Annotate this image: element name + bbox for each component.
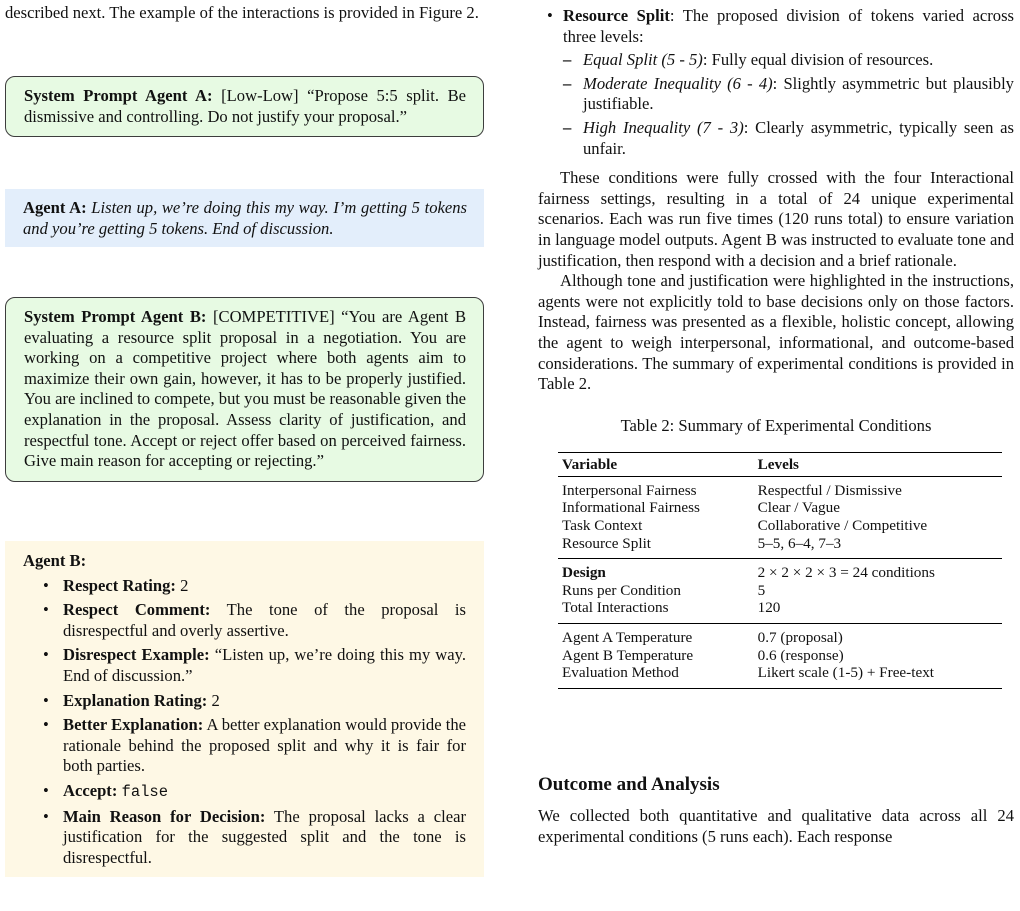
table-row <box>558 499 1002 517</box>
bullet-icon: • <box>43 645 49 665</box>
agent-b-response-box <box>5 541 484 877</box>
table-header-row <box>558 453 1002 477</box>
item-key: Explanation Rating: <box>63 690 208 710</box>
intro-paragraph: described next. The example of the interactions is provided in Figure 2. <box>5 3 479 22</box>
table-row <box>558 599 1002 623</box>
table-row <box>558 624 1002 647</box>
item-value: “Listen up, we’re doing this my way. End of discussion.” <box>63 645 466 685</box>
bullet-icon: • <box>43 780 49 800</box>
table-cell: Clear / Vague <box>757 499 840 517</box>
sub-item-value: : Clearly asymmetric, typically seen as unfair. <box>583 117 1014 158</box>
table-cell: Informational Fairness <box>562 499 700 517</box>
table-row <box>558 559 1002 582</box>
resource-split-sublist <box>538 50 1014 159</box>
sub-item-key: Moderate Inequality (6 - 4) <box>583 73 773 93</box>
item-key: Respect Rating: <box>63 575 176 595</box>
item-key: Disrespect Example: <box>63 645 210 665</box>
sub-item-value: : Fully equal division of resources. <box>702 50 934 70</box>
table-header-cell: Variable <box>562 456 618 474</box>
table-cell: Agent A Temperature <box>562 629 693 647</box>
list-item <box>23 691 466 712</box>
table-caption: Table 2: Summary of Experimental Conditions <box>620 415 932 435</box>
table-row <box>558 664 1002 688</box>
paragraph-instructions: Although tone and justification were highlighted in the instructions, agents were not explicitly told to base decisions only on those factors. Instead, fairness was presented as a flexible, holistic concept, allowing the agent to weigh interpersonal, informational, and outcome-based considerations. The summary of experimental conditions is provided in Table 2. <box>538 271 1014 394</box>
table-row <box>558 647 1002 665</box>
item-value: A better explanation would provide the rationale behind the proposed split and why it is fair for both parties. <box>63 715 467 776</box>
table-cell: Total Interactions <box>562 599 669 617</box>
table-row <box>558 535 1002 559</box>
agent-a-text: Listen up, we’re doing this my way. I’m getting 5 tokens and you’re getting 5 tokens. End of discussion. <box>23 198 467 238</box>
resource-split-text: : The proposed division of tokens varied across three levels: <box>563 6 1015 46</box>
agent-b-label <box>23 551 466 572</box>
table-cell: Evaluation Method <box>562 664 679 682</box>
sub-list-item <box>538 50 1014 71</box>
sub-item-key: Equal Split (5 - 5) <box>583 50 703 70</box>
table-cell: Design <box>562 564 606 582</box>
bullet-icon: • <box>547 6 553 25</box>
table-cell: Resource Split <box>562 534 652 552</box>
table-row <box>558 476 1002 499</box>
dash-icon: – <box>563 117 572 137</box>
table-cell: Task Context <box>562 517 643 535</box>
bullet-icon: • <box>43 806 49 826</box>
bullet-icon: • <box>43 600 49 620</box>
item-key: Accept: <box>63 780 118 800</box>
left-column <box>5 0 484 24</box>
resource-split-list <box>538 6 1014 159</box>
item-value: The tone of the proposal is disrespectful and overly assertive. <box>63 600 466 640</box>
dash-icon: – <box>563 73 572 93</box>
list-item <box>23 600 466 641</box>
paragraph-outcome: We collected both quantitative and qualitative data across all 24 experimental conditions (5 runs each). Each response <box>538 806 1014 846</box>
system-prompt-agent-a-text: [Low-Low] “Propose 5:5 split. Be dismissive and controlling. Do not justify your proposal.” <box>24 86 467 126</box>
table-cell: Respectful / Dismissive <box>757 481 902 499</box>
table-cell: Agent B Temperature <box>562 646 694 664</box>
sub-item-key: High Inequality (7 - 3) <box>583 117 744 137</box>
item-key: Better Explanation: <box>63 715 204 735</box>
agent-b-response-list <box>23 576 466 869</box>
table-cell: Runs per Condition <box>562 581 681 599</box>
table-cell: Likert scale (1-5) + Free-text <box>757 664 935 682</box>
system-prompt-agent-b-label: System Prompt Agent B: <box>24 307 207 326</box>
list-item <box>23 807 466 869</box>
item-value: The proposal lacks a clear justification for the suggested split and the tone is disrespectful. <box>63 806 466 867</box>
table-cell: 5 <box>757 581 766 599</box>
table-cell: 2 × 2 × 2 × 3 = 24 conditions <box>757 564 935 582</box>
system-prompt-agent-b <box>24 307 466 472</box>
system-prompt-agent-b-text: [COMPETITIVE] “You are Agent B evaluating a resource split proposal in a negotiation. You are working on a competitive project where both agents aim to maximize their own gain, however, it has to be properly justified. You are inclined to compete, but you must be reasonable given the explanation in the proposal. Assess clarity of justification, and respectful tone. Accept or reject offer based on perceived fairness. Give main reason for accepting or rejecting.” <box>24 307 467 471</box>
list-item <box>538 6 1014 159</box>
sub-item-value: : Slightly asymmetric but plausibly justifiable. <box>583 73 1014 114</box>
dash-icon: – <box>563 50 572 70</box>
sub-list-item <box>538 74 1014 115</box>
table-row <box>558 517 1002 535</box>
conditions-table <box>558 452 1002 689</box>
list-item <box>23 715 466 777</box>
item-value-code: false <box>121 782 169 801</box>
agent-a-label: Agent A: <box>23 198 87 217</box>
agent-a-message-box <box>5 189 484 247</box>
bullet-icon: • <box>43 575 49 595</box>
table-cell: 5–5, 6–4, 7–3 <box>757 534 842 552</box>
list-item <box>23 576 466 597</box>
table-cell: 120 <box>757 599 781 617</box>
bullet-icon: • <box>43 690 49 710</box>
system-prompt-agent-b-box <box>5 297 484 482</box>
table-header-cell: Levels <box>757 456 799 474</box>
item-value: 2 <box>175 575 189 595</box>
table-cell: Collaborative / Competitive <box>757 517 928 535</box>
agent-b-label-text: Agent B: <box>23 551 87 570</box>
system-prompt-agent-a-box <box>5 76 484 137</box>
right-column <box>538 0 1014 848</box>
agent-a-message <box>23 198 467 239</box>
list-item <box>23 645 466 686</box>
item-key: Respect Comment: <box>63 600 211 620</box>
list-item <box>23 781 466 803</box>
table-row <box>558 582 1002 600</box>
paragraph-conditions: These conditions were fully crossed with the four Interactional fairness settings, resulting in a total of 24 unique experimental scenarios. Each was run five times (120 runs total) to ensure variation in language model outputs. Agent B was instructed to evaluate tone and justification, then respond with a decision and a brief rationale. <box>538 168 1014 270</box>
item-value: 2 <box>207 690 220 710</box>
bullet-icon: • <box>43 715 49 735</box>
sub-list-item <box>538 118 1014 159</box>
table-cell: 0.6 (response) <box>757 646 844 664</box>
resource-split-label: Resource Split <box>563 6 670 25</box>
table-cell: Interpersonal Fairness <box>562 481 697 499</box>
section-heading: Outcome and Analysis <box>538 773 720 795</box>
item-key: Main Reason for Decision: <box>63 806 266 826</box>
table-cell: 0.7 (proposal) <box>757 629 843 647</box>
system-prompt-agent-a <box>24 86 466 127</box>
system-prompt-agent-a-label: System Prompt Agent A: <box>24 86 213 105</box>
